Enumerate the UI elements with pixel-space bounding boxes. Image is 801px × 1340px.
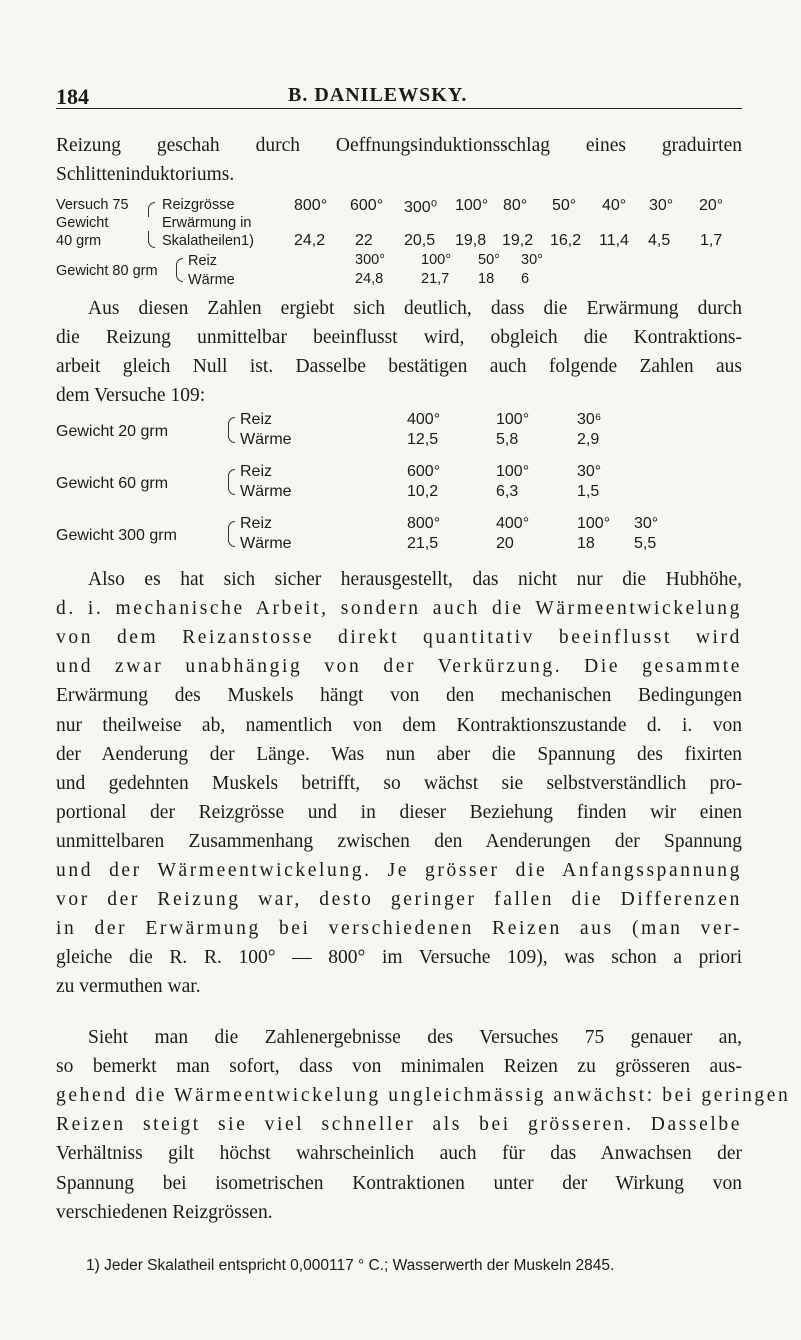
- exp75-label: Gewicht: [56, 215, 109, 231]
- text-line: Also es hat sich sicher herausgestellt, das nicht nur die Hubhöhe,: [88, 569, 742, 590]
- weight-label: Gewicht 300 grm: [56, 527, 177, 544]
- waerme-value: 1,7: [700, 232, 723, 249]
- row-label: Reiz: [240, 515, 273, 532]
- reiz-value: 100°: [577, 515, 611, 532]
- waerme-value: 5,8: [496, 431, 519, 448]
- text-line: Aus diesen Zahlen ergiebt sich deutlich, dass die Erwärmung durch: [88, 298, 742, 319]
- row-label: Wärme: [188, 272, 235, 288]
- row-label: Reizgrösse: [162, 197, 235, 213]
- brace: [176, 258, 183, 270]
- text-line: zu vermuthen war.: [56, 976, 201, 998]
- brace: [228, 469, 235, 482]
- text-line: von dem Reizanstosse direkt quantitativ beeinflusst wird: [56, 627, 742, 649]
- text-line: unmittelbaren Zusammenhang zwischen den Aenderungen der Spannung: [56, 830, 742, 852]
- reiz-value: 100°: [496, 463, 530, 480]
- reiz-value: 800°: [294, 197, 328, 214]
- waerme-value: 16,2: [550, 232, 582, 249]
- exp75-label: 40 grm: [56, 233, 102, 249]
- brace: [148, 231, 155, 248]
- waerme-value: 19,2: [502, 232, 534, 249]
- waerme-value: 24,8: [355, 271, 384, 287]
- text-line: gehend die Wärmeentwickelung ungleichmässig anwächst: bei geringen: [56, 1085, 791, 1107]
- brace: [228, 482, 235, 495]
- reiz-value: 20°: [699, 197, 724, 214]
- row-label: Skalatheilen1): [162, 233, 254, 249]
- reiz-value: 50°: [552, 197, 577, 214]
- text-line: Sieht man die Zahlenergebnisse des Versuches 75 genauer an,: [88, 1027, 742, 1048]
- brace: [228, 417, 235, 430]
- text-line: d. i. mechanische Arbeit, sondern auch die Wärmeentwickelung: [56, 598, 742, 620]
- brace: [228, 430, 235, 443]
- text-line: und der Wärmeentwickelung. Je grösser die Anfangsspannung: [56, 860, 742, 881]
- intro-line: Schlitteninduktoriums.: [56, 164, 235, 185]
- text-line: verschiedenen Reizgrössen.: [56, 1201, 273, 1223]
- running-title: B. DANILEWSKY.: [288, 84, 468, 106]
- reiz-value: 100°: [496, 411, 530, 428]
- text-line: so bemerkt man sofort, dass von minimalen Reizen zu grösseren aus-: [56, 1056, 742, 1078]
- text-line: die Reizung unmittelbar beeinflusst wird, obgleich die Kontraktions-: [56, 327, 742, 348]
- waerme-value: 22: [355, 232, 373, 249]
- footnote: 1) Jeder Skalatheil entspricht 0,000117 ° C.; Wasserwerth der Muskeln 2845.: [86, 1257, 615, 1274]
- waerme-value: 18: [577, 535, 595, 552]
- text-line: dem Versuche 109:: [56, 385, 206, 406]
- waerme-value: 24,2: [294, 232, 326, 249]
- page-number: 184: [56, 84, 89, 109]
- waerme-value: 4,5: [648, 232, 671, 249]
- reiz-value: 100°: [455, 197, 489, 214]
- text-line: gleiche die R. R. 100° — 800° im Versuche 109), was schon a priori: [56, 947, 742, 969]
- waerme-value: 10,2: [407, 483, 439, 500]
- reiz-value: 300°: [355, 252, 385, 268]
- weight-label: Gewicht 60 grm: [56, 475, 169, 492]
- text-line: Reizen steigt sie viel schneller als bei grösseren. Dasselbe: [56, 1114, 742, 1136]
- waerme-value: 12,5: [407, 431, 439, 448]
- text-line: und zwar unabhängig von der Verkürzung. Die gesammte: [56, 656, 742, 678]
- waerme-value: 1,5: [577, 483, 600, 500]
- text-line: arbeit gleich Null ist. Dasselbe bestätigen auch folgende Zahlen aus: [56, 356, 742, 377]
- text-line: Verhältniss gilt höchst wahrscheinlich auch für das Anwachsen der: [56, 1143, 742, 1165]
- row-label: Reiz: [188, 253, 218, 269]
- reiz-value: 100°: [421, 252, 451, 268]
- brace: [228, 521, 235, 534]
- waerme-value: 21,5: [407, 535, 439, 552]
- row-label: Erwärmung in: [162, 215, 252, 231]
- row-label: Wärme: [240, 483, 292, 500]
- text-line: und gedehnten Muskels betrifft, so wächst sie selbstverständlich pro-: [56, 772, 742, 794]
- row-label: Reiz: [240, 463, 273, 480]
- brace: [148, 202, 155, 217]
- reiz-value: 30°: [634, 515, 659, 532]
- reiz-value: 80°: [503, 197, 528, 214]
- reiz-value: 30°: [649, 197, 674, 214]
- waerme-value: 6: [521, 271, 530, 287]
- text-line: der Aenderung der Länge. Was nun aber die Spannung des fixirten: [56, 743, 742, 765]
- brace: [176, 270, 183, 282]
- waerme-value: 18: [478, 271, 495, 287]
- weight-label: Gewicht 80 grm: [56, 263, 158, 279]
- waerme-value: 11,4: [599, 232, 629, 249]
- waerme-value: 20: [496, 535, 514, 552]
- reiz-value: 300⁰: [404, 199, 438, 216]
- text-line: Spannung bei isometrischen Kontraktionen unter der Wirkung von: [56, 1172, 742, 1194]
- row-label: Wärme: [240, 535, 292, 552]
- text-line: Erwärmung des Muskels hängt von den mechanischen Bedingungen: [56, 685, 742, 707]
- weight-label: Gewicht 20 grm: [56, 423, 169, 440]
- intro-line: Reizung geschah durch Oeffnungsinduktionsschlag eines graduirten: [56, 135, 742, 156]
- reiz-value: 600°: [350, 197, 384, 214]
- waerme-value: 19,8: [455, 232, 487, 249]
- text-line: portional der Reizgrösse und in dieser Beziehung finden wir einen: [56, 801, 742, 823]
- reiz-value: 40°: [602, 197, 627, 214]
- reiz-value: 400°: [496, 515, 530, 532]
- exp75-label: Versuch 75: [56, 197, 129, 213]
- waerme-value: 20,5: [404, 232, 436, 249]
- text-line: nur theilweise ab, namentlich von dem Kontraktionszustande d. i. von: [56, 714, 742, 736]
- waerme-value: 2,9: [577, 431, 600, 448]
- reiz-value: 30⁶: [577, 411, 602, 428]
- reiz-value: 50°: [478, 252, 500, 268]
- reiz-value: 600°: [407, 463, 441, 480]
- brace: [228, 534, 235, 547]
- text-line: in der Erwärmung bei verschiedenen Reizen aus (man ver-: [56, 918, 742, 940]
- reiz-value: 30°: [521, 252, 543, 268]
- header-rule: [56, 108, 742, 109]
- reiz-value: 800°: [407, 515, 441, 532]
- reiz-value: 30°: [577, 463, 602, 480]
- row-label: Wärme: [240, 431, 292, 448]
- text-line: vor der Reizung war, desto geringer fallen die Differenzen: [56, 889, 742, 911]
- row-label: Reiz: [240, 411, 273, 428]
- waerme-value: 21,7: [421, 271, 450, 287]
- reiz-value: 400°: [407, 411, 441, 428]
- waerme-value: 5,5: [634, 535, 657, 552]
- waerme-value: 6,3: [496, 483, 519, 500]
